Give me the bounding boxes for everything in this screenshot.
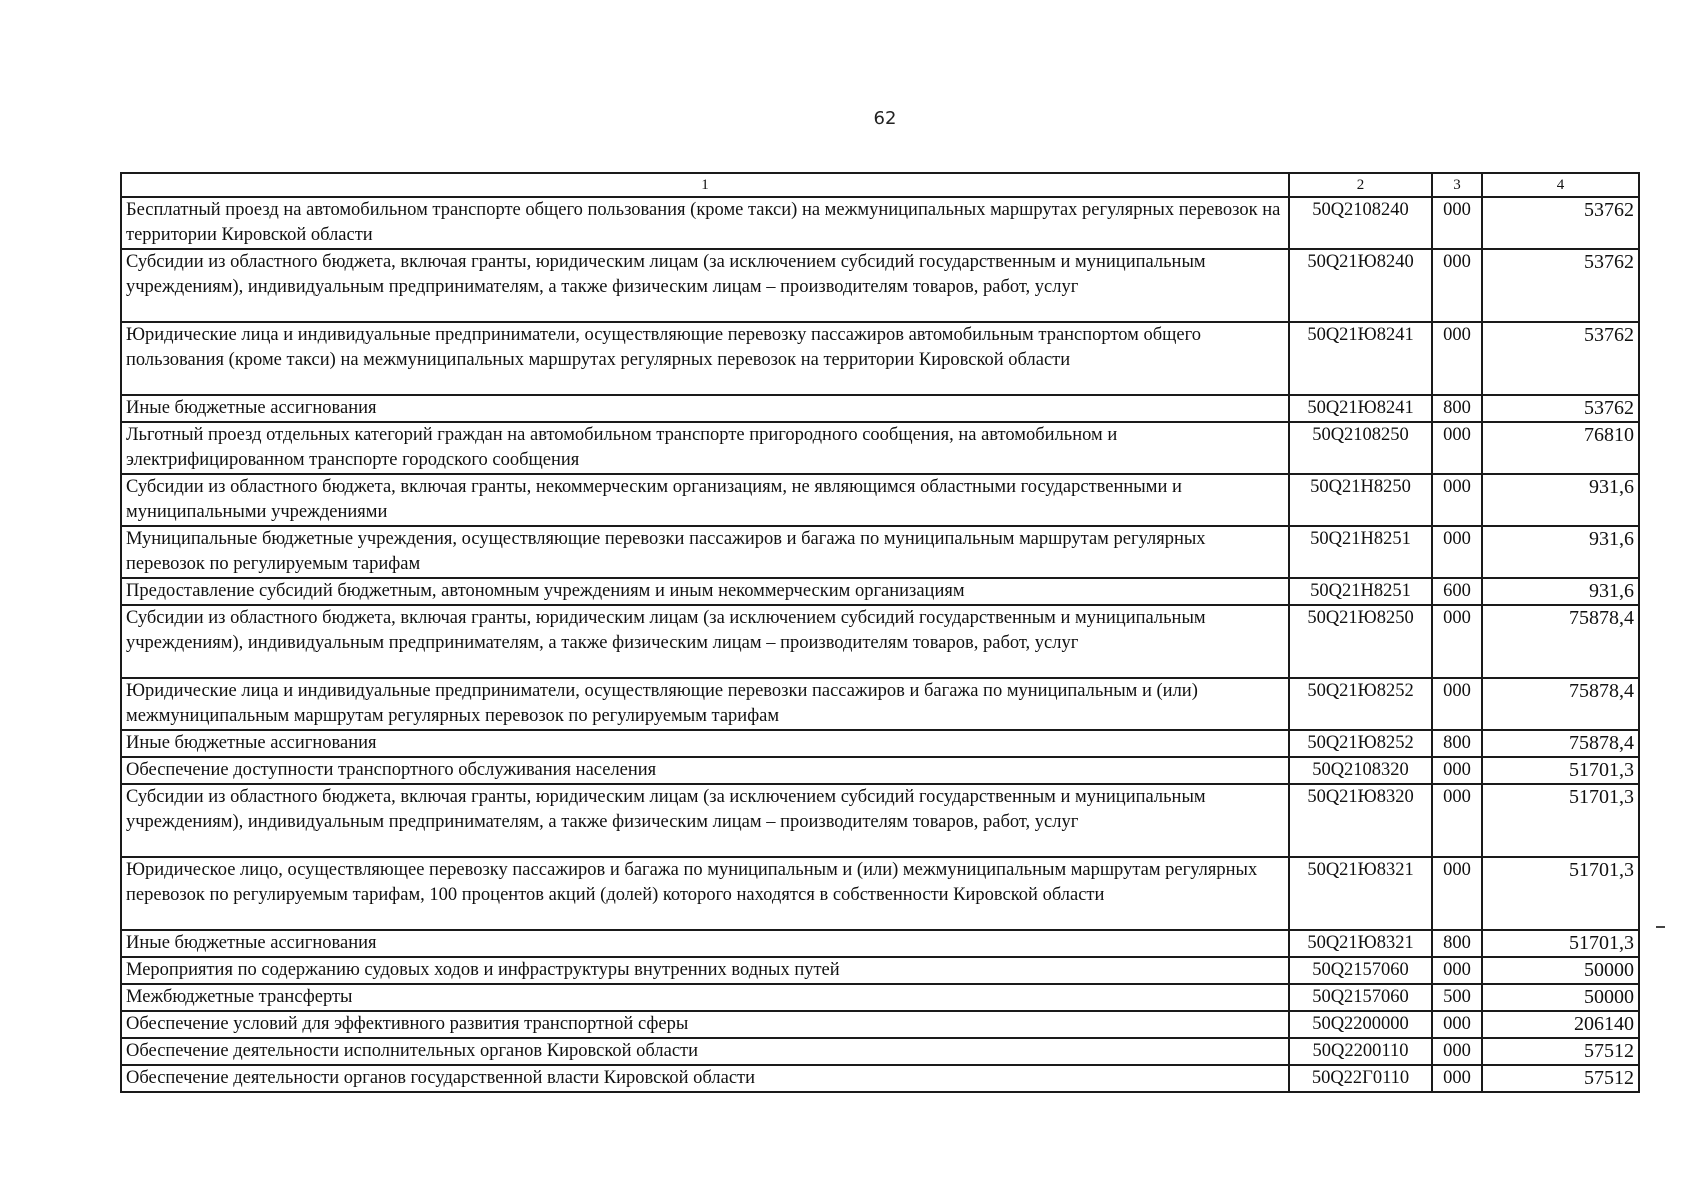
row-name-cell: Юридические лица и индивидуальные предприниматели, осуществляющие перевозку пассажиров автомобильным транспортом общего пользования (кроме такси) на межмуниципальных маршрутах регулярных перевозок на территории Кировской области xyxy=(121,322,1289,395)
row-amount-cell: 75878,4 xyxy=(1482,678,1639,730)
budget-table xyxy=(120,172,1640,1093)
row-amount-cell: 206140 xyxy=(1482,1011,1639,1038)
row-amount-cell: 75878,4 xyxy=(1482,605,1639,678)
row-code-cell: 50Q21Ю8252 xyxy=(1289,678,1432,730)
row-code-cell: 50Q2157060 xyxy=(1289,984,1432,1011)
row-expense-type-cell: 800 xyxy=(1432,730,1482,757)
row-name-cell: Юридические лица и индивидуальные предприниматели, осуществляющие перевозки пассажиров и багажа по муниципальным и (или) межмуниципальным маршрутам регулярных перевозок по регулируемым тарифам xyxy=(121,678,1289,730)
row-code-cell: 50Q21Ю8241 xyxy=(1289,395,1432,422)
table-row xyxy=(121,730,1639,757)
row-amount-cell: 53762 xyxy=(1482,395,1639,422)
table-row xyxy=(121,930,1639,957)
row-code-cell: 50Q2200000 xyxy=(1289,1011,1432,1038)
row-name-cell: Предоставление субсидий бюджетным, автономным учреждениям и иным некоммерческим организациям xyxy=(121,578,1289,605)
table-row xyxy=(121,1038,1639,1065)
row-code-cell: 50Q21Ю8321 xyxy=(1289,930,1432,957)
row-code-cell: 50Q21Ю8320 xyxy=(1289,784,1432,857)
row-name-cell: Субсидии из областного бюджета, включая гранты, некоммерческим организациям, не являющимся областными государственными и муниципальными учреждениями xyxy=(121,474,1289,526)
row-amount-cell: 51701,3 xyxy=(1482,784,1639,857)
table-row xyxy=(121,526,1639,578)
row-name-cell: Бесплатный проезд на автомобильном транспорте общего пользования (кроме такси) на межмуниципальных маршрутах регулярных перевозок на территории Кировской области xyxy=(121,197,1289,249)
row-code-cell: 50Q2108320 xyxy=(1289,757,1432,784)
row-amount-cell: 50000 xyxy=(1482,984,1639,1011)
row-amount-cell: 931,6 xyxy=(1482,526,1639,578)
row-expense-type-cell: 000 xyxy=(1432,322,1482,395)
row-name-cell: Субсидии из областного бюджета, включая гранты, юридическим лицам (за исключением субсидий государственным и муниципальным учреждениям), индивидуальным предпринимателям, а также физическим лицам – производителям товаров, работ, услуг xyxy=(121,249,1289,322)
row-amount-cell: 57512 xyxy=(1482,1038,1639,1065)
row-amount-cell: 53762 xyxy=(1482,197,1639,249)
row-amount-cell: 51701,3 xyxy=(1482,757,1639,784)
row-name-cell: Юридическое лицо, осуществляющее перевозку пассажиров и багажа по муниципальным и (или) межмуниципальным маршрутам регулярных перевозок по регулируемым тарифам, 100 процентов акций (долей) которого находятся в собственности Кировской области xyxy=(121,857,1289,930)
table-row xyxy=(121,1065,1639,1092)
table-row xyxy=(121,578,1639,605)
row-expense-type-cell: 000 xyxy=(1432,474,1482,526)
row-expense-type-cell: 000 xyxy=(1432,249,1482,322)
row-expense-type-cell: 800 xyxy=(1432,930,1482,957)
row-name-cell: Иные бюджетные ассигнования xyxy=(121,730,1289,757)
row-expense-type-cell: 600 xyxy=(1432,578,1482,605)
row-name-cell: Субсидии из областного бюджета, включая гранты, юридическим лицам (за исключением субсидий государственным и муниципальным учреждениям), индивидуальным предпринимателям, а также физическим лицам – производителям товаров, работ, услуг xyxy=(121,784,1289,857)
scan-mark xyxy=(1656,926,1665,928)
row-name-cell: Субсидии из областного бюджета, включая гранты, юридическим лицам (за исключением субсидий государственным и муниципальным учреждениям), индивидуальным предпринимателям, а также физическим лицам – производителям товаров, работ, услуг xyxy=(121,605,1289,678)
row-code-cell: 50Q21Ю8250 xyxy=(1289,605,1432,678)
row-code-cell: 50Q2108240 xyxy=(1289,197,1432,249)
row-name-cell: Обеспечение деятельности органов государственной власти Кировской области xyxy=(121,1065,1289,1092)
table-row xyxy=(121,678,1639,730)
row-expense-type-cell: 000 xyxy=(1432,1038,1482,1065)
row-expense-type-cell: 000 xyxy=(1432,957,1482,984)
row-expense-type-cell: 000 xyxy=(1432,757,1482,784)
table-row xyxy=(121,605,1639,678)
row-expense-type-cell: 800 xyxy=(1432,395,1482,422)
row-name-cell: Обеспечение доступности транспортного обслуживания населения xyxy=(121,757,1289,784)
table-row xyxy=(121,322,1639,395)
table-row xyxy=(121,957,1639,984)
row-name-cell: Обеспечение деятельности исполнительных органов Кировской области xyxy=(121,1038,1289,1065)
row-expense-type-cell: 000 xyxy=(1432,1011,1482,1038)
table-row xyxy=(121,784,1639,857)
row-amount-cell: 75878,4 xyxy=(1482,730,1639,757)
row-expense-type-cell: 500 xyxy=(1432,984,1482,1011)
column-number-row xyxy=(121,173,1639,197)
row-code-cell: 50Q21Ю8252 xyxy=(1289,730,1432,757)
row-amount-cell: 53762 xyxy=(1482,322,1639,395)
row-name-cell: Льготный проезд отдельных категорий граждан на автомобильном транспорте пригородного сообщения, на автомобильном и электрифицированном транспорте городского сообщения xyxy=(121,422,1289,474)
row-name-cell: Межбюджетные трансферты xyxy=(121,984,1289,1011)
row-amount-cell: 51701,3 xyxy=(1482,857,1639,930)
row-name-cell: Иные бюджетные ассигнования xyxy=(121,395,1289,422)
table-row xyxy=(121,395,1639,422)
row-expense-type-cell: 000 xyxy=(1432,526,1482,578)
row-code-cell: 50Q2200110 xyxy=(1289,1038,1432,1065)
row-expense-type-cell: 000 xyxy=(1432,1065,1482,1092)
table-row xyxy=(121,422,1639,474)
row-amount-cell: 57512 xyxy=(1482,1065,1639,1092)
table-row xyxy=(121,984,1639,1011)
table-row xyxy=(121,1011,1639,1038)
page-number: 62 xyxy=(873,108,897,129)
row-name-cell: Обеспечение условий для эффективного развития транспортной сферы xyxy=(121,1011,1289,1038)
row-amount-cell: 931,6 xyxy=(1482,578,1639,605)
column-header-1: 1 xyxy=(121,173,1289,197)
column-header-3: 3 xyxy=(1432,173,1482,197)
row-code-cell: 50Q22Г0110 xyxy=(1289,1065,1432,1092)
row-expense-type-cell: 000 xyxy=(1432,422,1482,474)
row-code-cell: 50Q21Н8250 xyxy=(1289,474,1432,526)
table-row xyxy=(121,474,1639,526)
row-code-cell: 50Q2157060 xyxy=(1289,957,1432,984)
row-code-cell: 50Q2108250 xyxy=(1289,422,1432,474)
row-expense-type-cell: 000 xyxy=(1432,678,1482,730)
row-code-cell: 50Q21Н8251 xyxy=(1289,578,1432,605)
table-row xyxy=(121,249,1639,322)
row-code-cell: 50Q21Н8251 xyxy=(1289,526,1432,578)
row-code-cell: 50Q21Ю8240 xyxy=(1289,249,1432,322)
budget-table-body xyxy=(121,197,1639,1092)
table-row xyxy=(121,857,1639,930)
row-expense-type-cell: 000 xyxy=(1432,605,1482,678)
row-amount-cell: 76810 xyxy=(1482,422,1639,474)
row-name-cell: Муниципальные бюджетные учреждения, осуществляющие перевозки пассажиров и багажа по муниципальным маршрутам регулярных перевозок по регулируемым тарифам xyxy=(121,526,1289,578)
table-row xyxy=(121,757,1639,784)
column-header-2: 2 xyxy=(1289,173,1432,197)
row-name-cell: Иные бюджетные ассигнования xyxy=(121,930,1289,957)
row-expense-type-cell: 000 xyxy=(1432,784,1482,857)
row-expense-type-cell: 000 xyxy=(1432,197,1482,249)
row-code-cell: 50Q21Ю8241 xyxy=(1289,322,1432,395)
row-amount-cell: 53762 xyxy=(1482,249,1639,322)
row-name-cell: Мероприятия по содержанию судовых ходов и инфраструктуры внутренних водных путей xyxy=(121,957,1289,984)
row-amount-cell: 931,6 xyxy=(1482,474,1639,526)
row-code-cell: 50Q21Ю8321 xyxy=(1289,857,1432,930)
column-header-4: 4 xyxy=(1482,173,1639,197)
row-expense-type-cell: 000 xyxy=(1432,857,1482,930)
row-amount-cell: 51701,3 xyxy=(1482,930,1639,957)
table-row xyxy=(121,197,1639,249)
row-amount-cell: 50000 xyxy=(1482,957,1639,984)
